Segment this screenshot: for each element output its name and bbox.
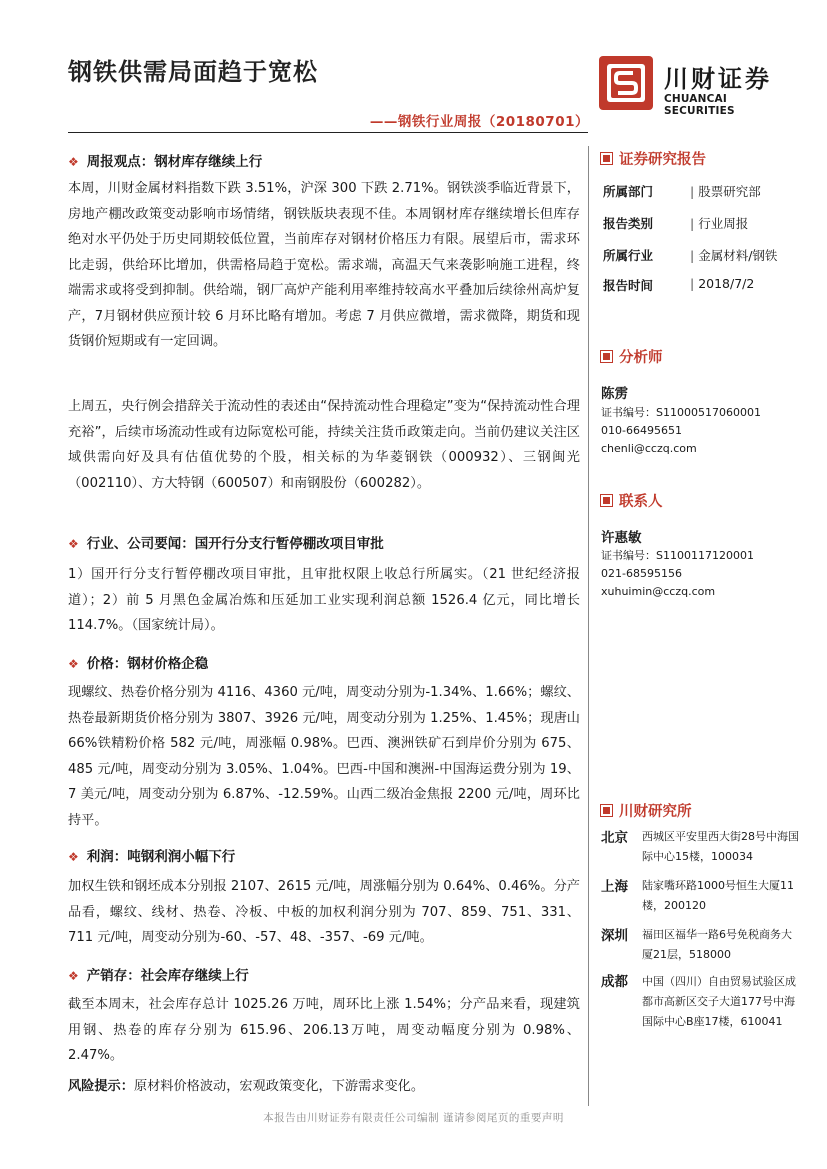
- office-city-shenzhen: 深圳: [601, 928, 628, 944]
- diamond-bullet-icon: ❖: [68, 537, 79, 551]
- price-paragraph: 现螺纹、热卷价格分别为 4116、4360 元/吨，周变动分别为-1.34%、1.66%；螺纹、热卷最新期货价格分别为 3807、3926 元/吨，周变动分别为 1.25%、1.45%；现唐山 66%铁精粉价格 582 元/吨，周涨幅 0.98%。巴西、澳洲铁矿石到岸价分别为 675、485 元/吨，周变动分别为 3.05%、1.04%。巴西-中国和澳洲-中国海运费分别为 19、7 美元/吨，周变动分别为 6.87%、-12.59%。山西二级冶金焦报 2200 元/吨，周环比持平。: [68, 685, 580, 828]
- diamond-bullet-icon: ❖: [68, 850, 79, 864]
- report-subtitle: ——钢铁行业周报（20180701）: [369, 114, 589, 130]
- office-city-chengdu: 成都: [601, 974, 628, 990]
- office-city-beijing: 北京: [601, 830, 628, 846]
- contact-cert: 证书编号：S1100117120001: [601, 549, 754, 562]
- column-divider: [588, 146, 589, 1106]
- office-addr-shenzhen: 福田区福华一路6号免税商务大厦21层，518000: [642, 928, 792, 961]
- page-footer: 本报告由川财证券有限责任公司编制 谨请参阅尾页的重要声明: [263, 1112, 564, 1124]
- sidebar-heading-contact: 联系人: [600, 490, 663, 511]
- section-heading-profit: ❖ 利润：吨钢利润小幅下行: [68, 849, 236, 865]
- chuancai-logo-icon: [598, 55, 654, 111]
- analyst-name: 陈雳: [601, 386, 628, 402]
- section-heading-outlook: ❖ 周报观点：钢材库存继续上行: [68, 154, 263, 170]
- section-heading-price: ❖ 价格：钢材价格企稳: [68, 656, 209, 672]
- diamond-bullet-icon: ❖: [68, 657, 79, 671]
- office-addr-beijing: 西城区平安里西大街28号中海国际中心15楼，100034: [642, 830, 799, 863]
- meta-value-date: | 2018/7/2: [690, 276, 754, 291]
- office-city-shanghai: 上海: [601, 879, 628, 895]
- contact-email[interactable]: xuhuimin@cczq.com: [601, 585, 716, 598]
- risk-label: 风险提示：: [68, 1079, 134, 1094]
- analyst-info: [601, 404, 816, 458]
- section-heading-inventory: ❖ 产销存：社会库存继续上行: [68, 968, 249, 984]
- meta-value-dept: | 股票研究部: [690, 182, 761, 200]
- office-addr-chengdu: 中国（四川）自由贸易试验区成都市高新区交子大道177号中海国际中心B座17楼，610041: [642, 975, 796, 1028]
- brand-logo: [598, 55, 793, 117]
- report-title: 钢铁供需局面趋于宽松: [68, 57, 318, 86]
- sidebar-heading-institute: 川财研究所: [600, 800, 692, 821]
- analyst-email[interactable]: chenli@cczq.com: [601, 442, 697, 455]
- header-divider: [68, 132, 588, 133]
- diamond-bullet-icon: ❖: [68, 969, 79, 983]
- square-bullet-icon: [600, 152, 613, 165]
- office-addr-shanghai: 陆家嘴环路1000号恒生大厦11楼，200120: [642, 879, 794, 912]
- risk-text: 原材料价格波动，宏观政策变化，下游需求变化。: [133, 1079, 425, 1094]
- profit-paragraph: 加权生铁和钢坯成本分别报 2107、2615 元/吨，周涨幅分别为 0.64%、0.46%。分产品看，螺纹、线材、热卷、冷板、中板的加权利润分别为 707、859、751、331、711 元/吨，周变动分别为-60、-57、48、-357、-69 元/吨。: [68, 879, 580, 945]
- outlook-paragraph-2: 上周五，央行例会措辞关于流动性的表述由“保持流动性合理稳定”变为“保持流动性合理充裕”，后续市场流动性或有边际宽松可能，持续关注货币政策走向。当前仍建议关注区域供需向好及具有估值优势的个股，相关标的为华菱钢铁（000932）、三钢闽光（002110）、方大特钢（600507）和南钢股份（600282）。: [68, 399, 580, 491]
- meta-key-date: 报告时间: [603, 278, 654, 293]
- square-bullet-icon: [600, 350, 613, 363]
- meta-key-industry: 所属行业: [603, 248, 654, 263]
- square-bullet-icon: [600, 494, 613, 507]
- contact-phone: 021-68595156: [601, 567, 682, 580]
- logo-text-cn: 川财证券: [664, 65, 772, 93]
- sidebar-heading-report: 证券研究报告: [600, 148, 706, 169]
- analyst-phone: 010-66495651: [601, 424, 682, 437]
- outlook-paragraph-1: 本周，川财金属材料指数下跌 3.51%，沪深 300 下跌 2.71%。钢铁淡季临近背景下，房地产棚改政策变动影响市场情绪，钢铁版块表现不佳。本周钢材库存继续增长但库存绝对水平仍处于历史同期较低位置，当前库存对钢材价格压力有限。展望后市，需求环比走弱，供给环比增加，供需格局趋于宽松。需求端，高温天气来袭影响施工进程，终端需求或将受到抑制。供给端，钢厂高炉产能利用率维持较高水平叠加后续徐州高炉复产，7月钢材供应预计较 6 月环比略有增加。考虑 7 月供应微增，需求微降，期货和现货钢价短期或有一定回调。: [68, 181, 580, 349]
- inventory-paragraph: 截至本周末，社会库存总计 1025.26 万吨，周环比上涨 1.54%；分产品来看，现建筑用钢、热卷的库存分别为 615.96、206.13万吨，周变动幅度分别为 0.98%、2.47%。: [68, 997, 580, 1063]
- news-paragraph: 1）国开行分支行暂停棚改项目审批，且审批权限上收总行所属实。（21 世纪经济报道）；2）前 5 月黑色金属冶炼和压延加工业实现利润总额 1526.4 亿元，同比增长 114.7%。（国家统计局）。: [68, 567, 580, 633]
- meta-key-category: 报告类别: [603, 216, 654, 231]
- section-heading-news: ❖ 行业、公司要闻：国开行分支行暂停棚改项目审批: [68, 536, 384, 552]
- analyst-cert: 证书编号：S1100051706​0001: [601, 406, 761, 419]
- diamond-bullet-icon: ❖: [68, 155, 79, 169]
- meta-value-industry: | 金属材料/钢铁: [690, 246, 777, 264]
- logo-text-en: CHUANCAI SECURITIES: [664, 93, 735, 117]
- contact-info: [601, 547, 816, 601]
- square-bullet-icon: [600, 804, 613, 817]
- meta-key-dept: 所属部门: [603, 184, 654, 199]
- contact-name: 许惠敏: [601, 530, 642, 546]
- meta-value-category: | 行业周报: [690, 214, 748, 232]
- risk-warning: [68, 1074, 580, 1100]
- sidebar-heading-analyst: 分析师: [600, 346, 663, 367]
